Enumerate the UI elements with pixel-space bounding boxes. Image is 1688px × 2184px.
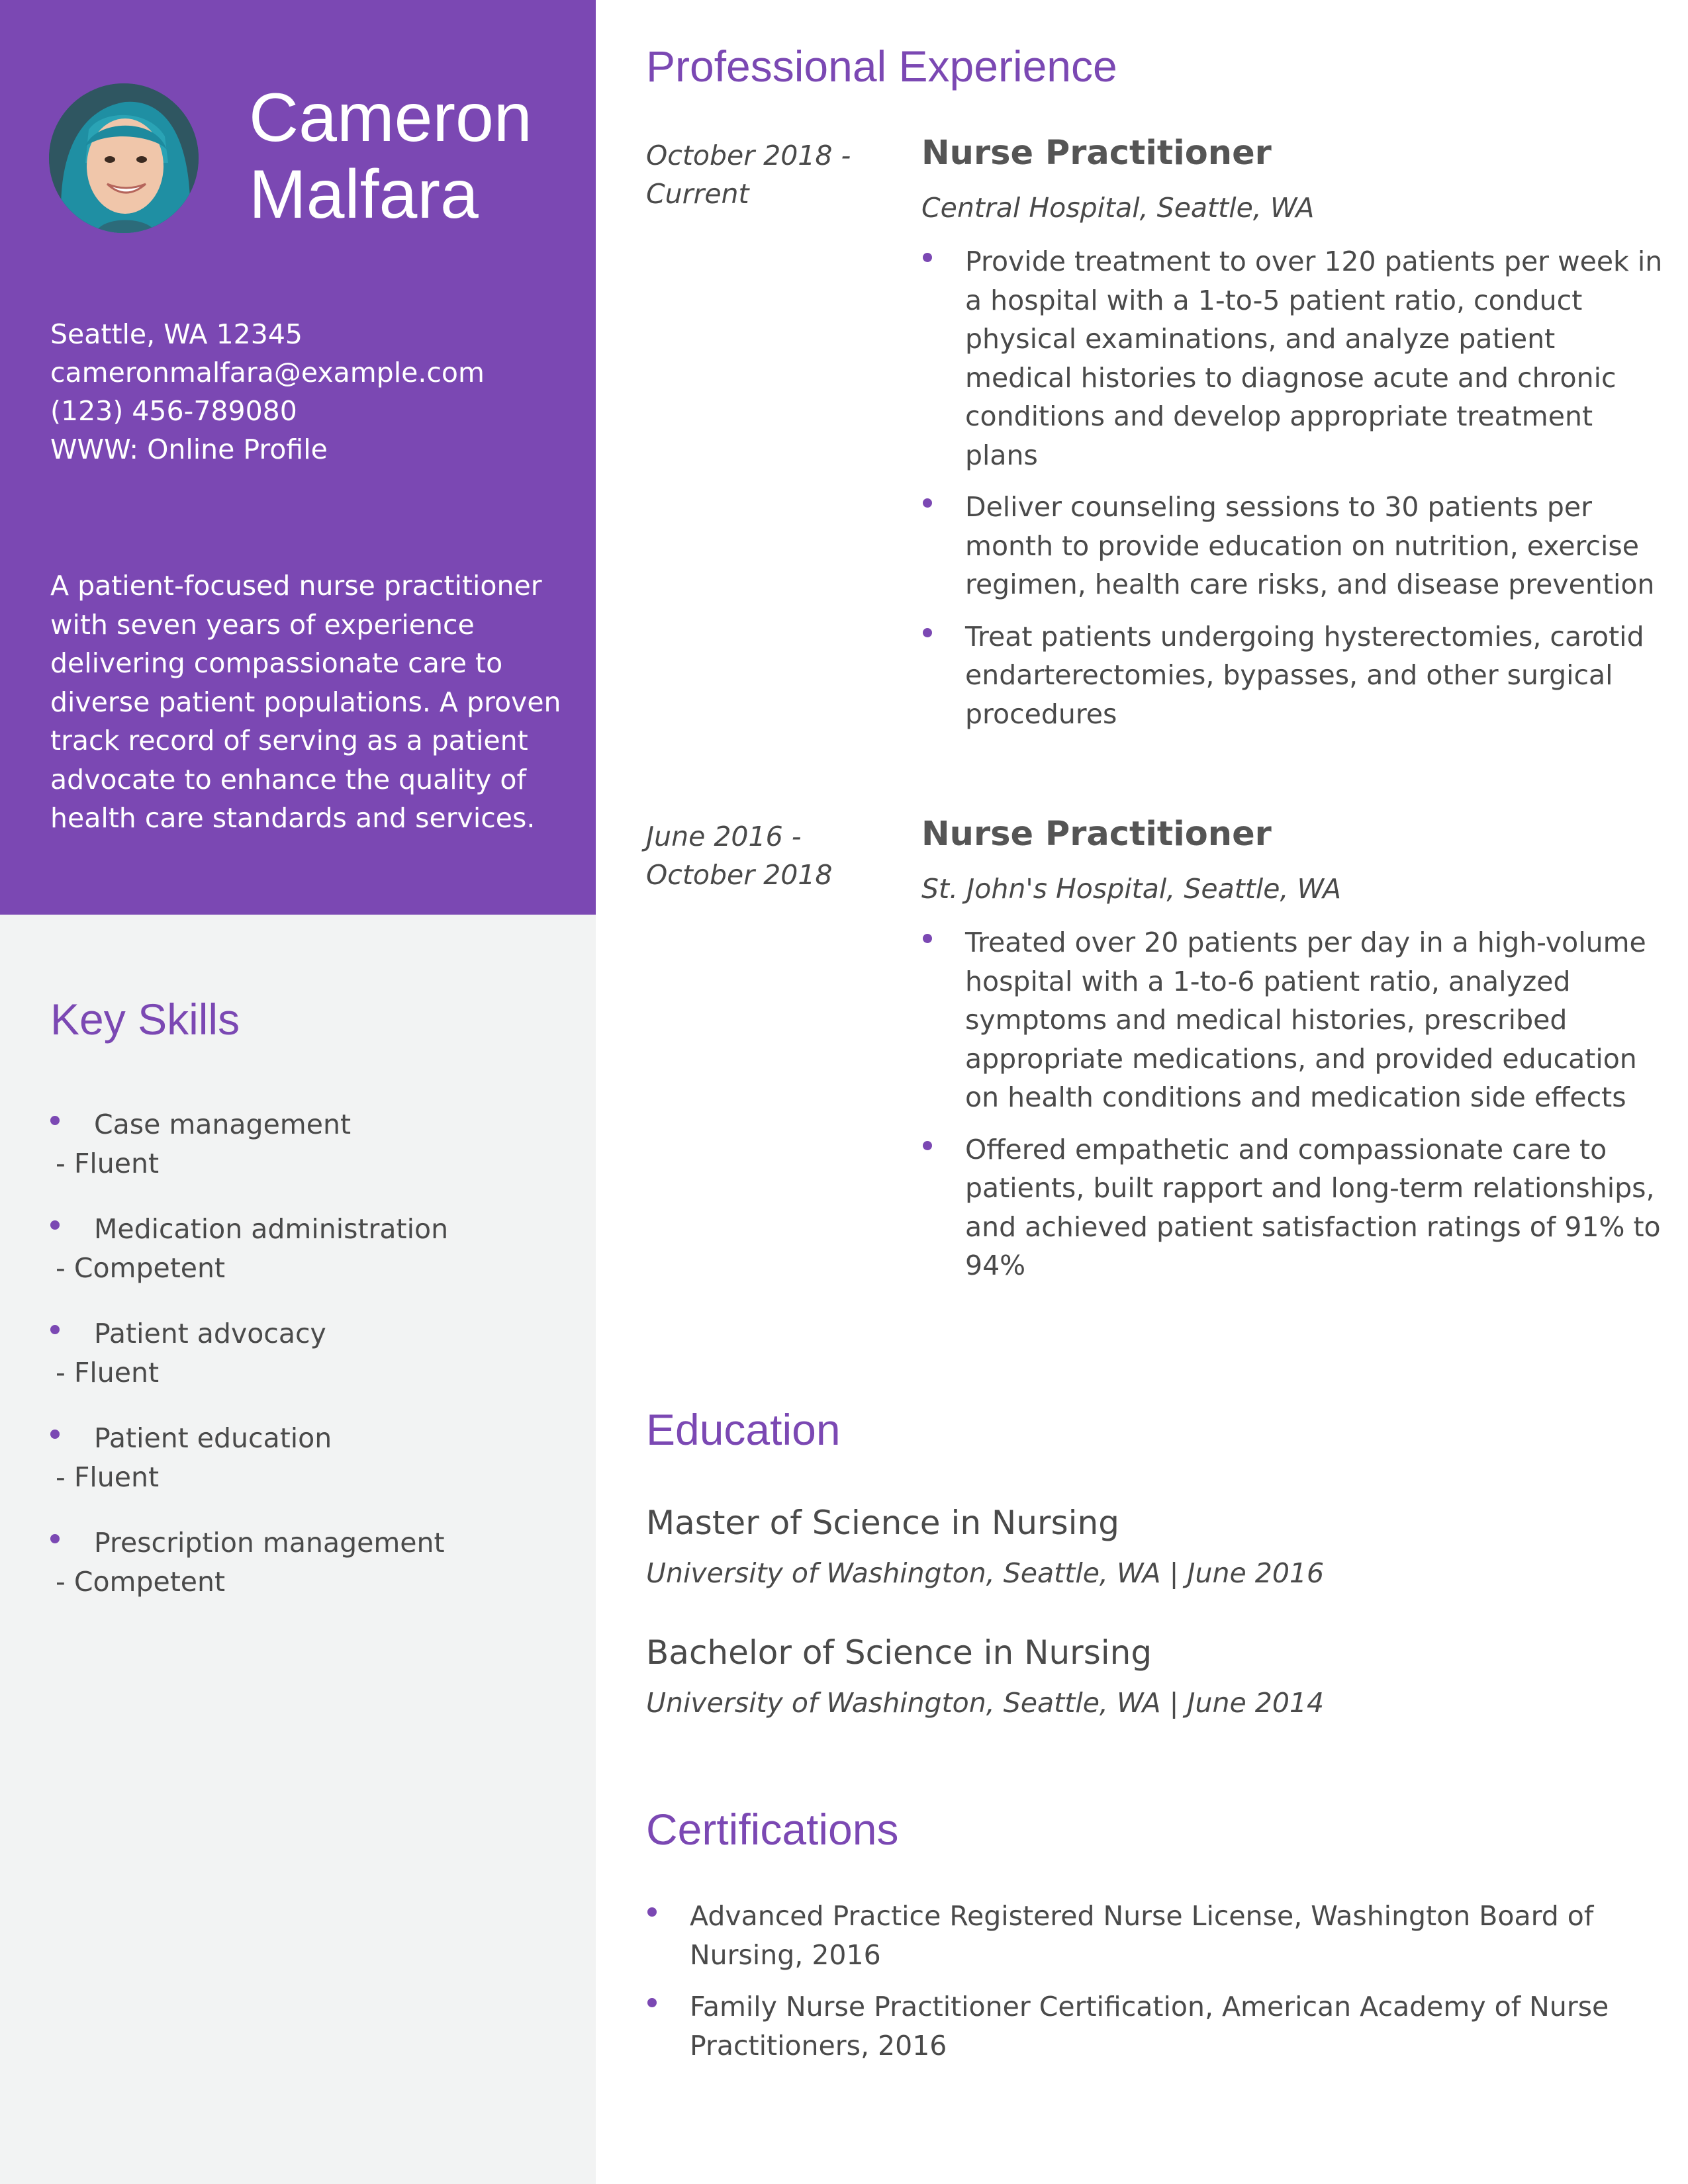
degree-name: Master of Science in Nursing	[646, 1504, 1119, 1542]
skill-name: Prescription management	[94, 1527, 445, 1559]
school-info: University of Washington, Seattle, WA | June 2014	[646, 1687, 1325, 1719]
job-date-end: Current	[646, 178, 749, 210]
education-heading: Education	[646, 1405, 841, 1454]
skill-item	[50, 1524, 580, 1628]
experience-heading: Professional Experience	[646, 42, 1117, 91]
certifications-heading: Certifications	[646, 1805, 899, 1854]
email-link[interactable]: cameronmalfara@example.com	[50, 357, 485, 388]
education-entry	[646, 1632, 1665, 1723]
job-bullet: Deliver counseling sessions to 30 patients per month to provide education on nutrition, exercise regimen, health care risks, and disease prevention	[921, 488, 1665, 604]
bullet-icon	[50, 1220, 60, 1230]
phone: (123) 456-789080	[50, 395, 297, 427]
first-name: Cameron	[249, 79, 532, 156]
job-title: Nurse Practitioner	[921, 815, 1272, 854]
certification-item: Family Nurse Practitioner Certification, American Academy of Nurse Practitioners, 2016	[646, 1987, 1626, 2065]
certification-item: Advanced Practice Registered Nurse License, Washington Board of Nursing, 2016	[646, 1897, 1626, 1974]
contact-info	[50, 315, 580, 469]
skills-heading: Key Skills	[50, 995, 240, 1044]
bullet-icon	[50, 1116, 60, 1125]
job-dates	[646, 136, 898, 213]
job-bullet: Offered empathetic and compassionate care to patients, built rapport and long-term relationships, and achieved patient satisfaction ratings of 91% to 94%	[921, 1130, 1665, 1285]
address: Seattle, WA 12345	[50, 318, 303, 350]
skills-list	[50, 1105, 580, 1628]
skill-name: Medication administration	[94, 1213, 449, 1245]
skill-item	[50, 1419, 580, 1524]
job-date-start: October 2018 -	[646, 140, 851, 171]
avatar	[49, 83, 199, 233]
bullet-icon	[50, 1534, 60, 1543]
skill-level: - Fluent	[56, 1357, 160, 1388]
job-dates	[646, 817, 898, 894]
job-title: Nurse Practitioner	[921, 134, 1272, 173]
certifications-list	[646, 1897, 1626, 2078]
skill-level: - Fluent	[56, 1461, 160, 1493]
job-bullets	[921, 242, 1665, 747]
job-bullet: Provide treatment to over 120 patients per week in a hospital with a 1-to-5 patient ratio, conduct physical examinations, and analyze patient medical histories to diagnose acute and chronic conditions and develop appropriate treatment plans	[921, 242, 1665, 475]
degree-name: Bachelor of Science in Nursing	[646, 1633, 1152, 1672]
professional-summary: A patient-focused nurse practitioner with seven years of experience delivering compassionate care to diverse patient populations. A proven track record of serving as a patient advocate to enhance the quality of health care standards and services.	[50, 570, 561, 834]
skill-name: Patient education	[94, 1422, 332, 1454]
job-bullet: Treated over 20 patients per day in a high-volume hospital with a 1-to-6 patient ratio, analyzed symptoms and medical histories, prescribed appropriate medications, and provided education on health conditions and medication side effects	[921, 923, 1665, 1117]
job-bullets	[921, 923, 1665, 1298]
skill-level: - Competent	[56, 1252, 226, 1284]
candidate-name	[249, 79, 580, 233]
education-entry	[646, 1502, 1665, 1594]
job-company: St. John's Hospital, Seattle, WA	[921, 873, 1342, 905]
job-bullet: Treat patients undergoing hysterectomies, carotid endarterectomies, bypasses, and other surgical procedures	[921, 617, 1665, 734]
skill-item	[50, 1314, 580, 1419]
last-name: Malfara	[249, 156, 479, 233]
skill-item	[50, 1105, 580, 1210]
skill-item	[50, 1210, 580, 1314]
job-company: Central Hospital, Seattle, WA	[921, 192, 1315, 224]
skill-name: Patient advocacy	[94, 1318, 326, 1349]
school-info: University of Washington, Seattle, WA | June 2016	[646, 1557, 1325, 1589]
bullet-icon	[50, 1430, 60, 1439]
bullet-icon	[50, 1325, 60, 1334]
website-link[interactable]: WWW: Online Profile	[50, 433, 328, 465]
skill-level: - Fluent	[56, 1148, 160, 1179]
skill-level: - Competent	[56, 1566, 226, 1598]
job-date-start: June 2016 -	[646, 821, 802, 852]
job-date-end: October 2018	[646, 859, 833, 891]
skill-name: Case management	[94, 1109, 352, 1140]
